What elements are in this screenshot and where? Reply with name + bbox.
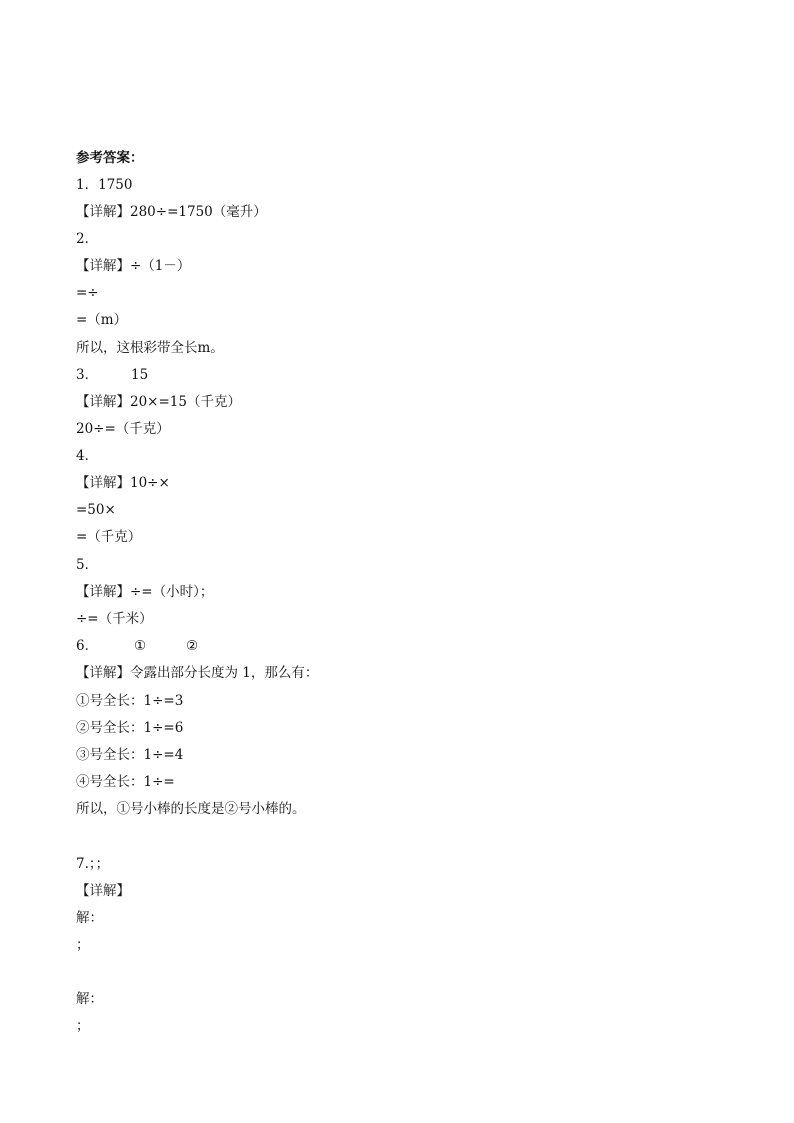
explanation-7-result-1: ；: [76, 937, 90, 953]
explanation-7-solution-1: 解：: [76, 910, 103, 926]
answer-5: 5．: [76, 557, 99, 573]
explanation-5-line-1: 【详解】÷=（小时）；: [76, 584, 214, 600]
explanation-6-item-4: ④号全长：1÷=: [76, 774, 175, 790]
explanation-7-solution-2: 解：: [76, 991, 103, 1007]
explanation-4-line-1: 【详解】10÷×: [76, 475, 170, 491]
explanation-3-line-1: 【详解】20×=15（千克）: [76, 394, 241, 410]
explanation-2-conclusion: 所以，这根彩带全长m。: [76, 340, 224, 356]
answer-heading: 参考答案：: [76, 150, 144, 166]
explanation-4-line-3: =（千克）: [76, 529, 142, 545]
explanation-7-label: 【详解】: [76, 883, 130, 899]
answer-1: 1．1750: [76, 177, 133, 193]
answer-4: 4．: [76, 448, 99, 464]
explanation-6-item-3: ③号全长：1÷=4: [76, 747, 184, 763]
explanation-1: 【详解】280÷=1750（毫升）: [76, 204, 267, 220]
answer-3: [76, 366, 148, 384]
answer-6-number: 6．: [76, 638, 99, 654]
explanation-7-result-2: ；: [76, 1018, 90, 1034]
explanation-6-item-2: ②号全长：1÷=6: [76, 720, 184, 736]
explanation-2-line-3: =（m）: [76, 312, 128, 328]
answer-6-blank-1: ①: [134, 638, 147, 654]
explanation-4-line-2: =50×: [76, 502, 116, 518]
answer-3-number: 3．: [76, 367, 99, 383]
answer-2: 2．: [76, 231, 99, 247]
explanation-5-line-2: ÷=（千米）: [76, 611, 153, 627]
explanation-2-line-1: 【详解】÷（1－）: [76, 258, 191, 274]
answer-7: 7.；；: [76, 856, 110, 872]
explanation-2-line-2: =÷: [76, 285, 99, 301]
answer-6: [76, 637, 198, 655]
explanation-3-line-2: 20÷=（千克）: [76, 421, 170, 437]
answer-3-value: 15: [131, 367, 149, 383]
explanation-6-conclusion: 所以，①号小棒的长度是②号小棒的。: [76, 801, 306, 817]
answer-6-blank-2: ②: [186, 638, 199, 654]
explanation-6-intro: 【详解】令露出部分长度为 1，那么有：: [76, 665, 319, 681]
explanation-6-item-1: ①号全长：1÷=3: [76, 693, 184, 709]
